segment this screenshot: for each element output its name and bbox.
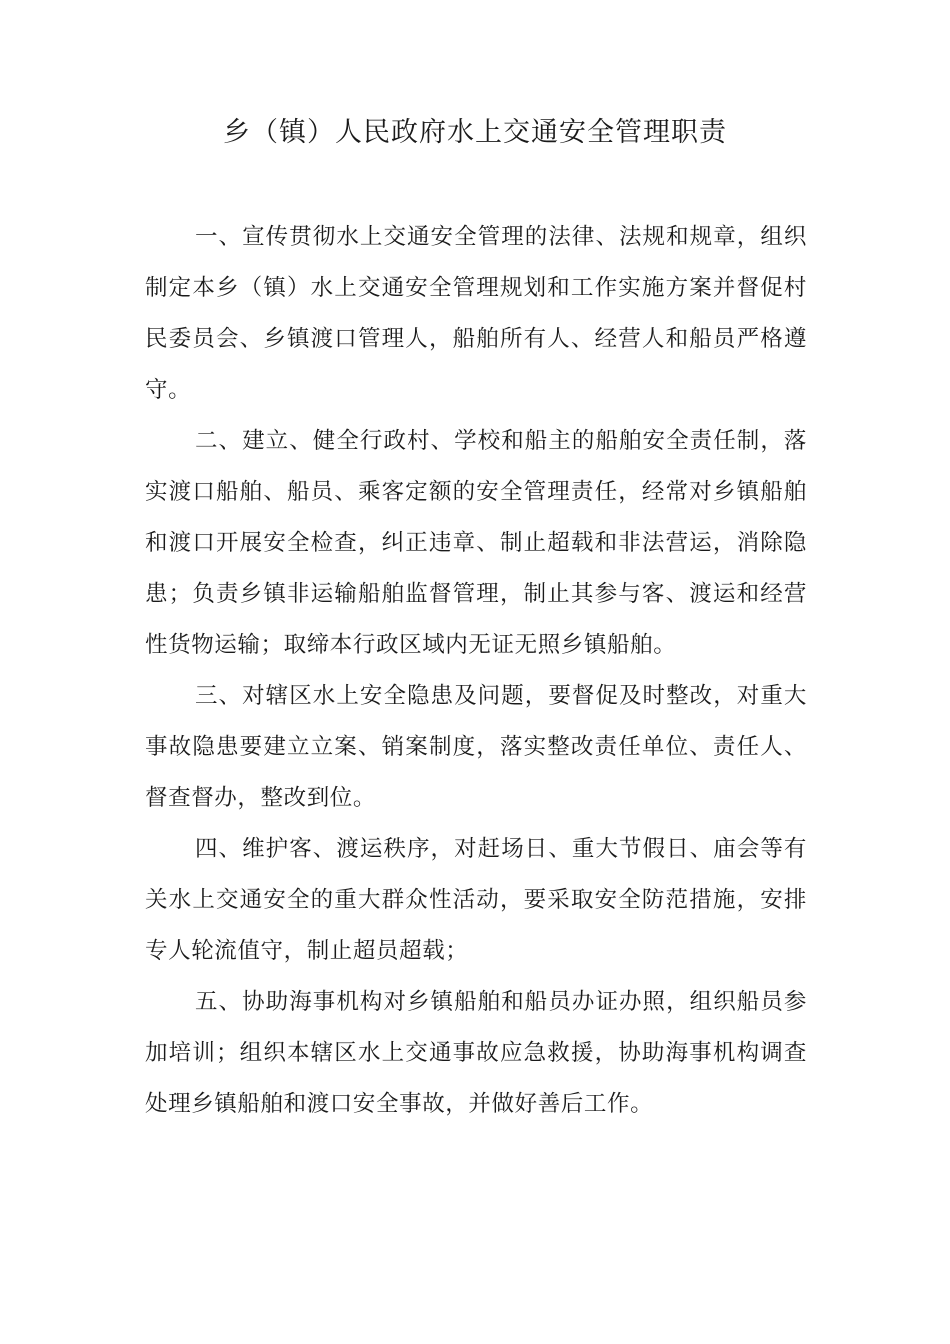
- paragraph-5: 五、协助海事机构对乡镇船舶和船员办证办照，组织船员参加培训；组织本辖区水上交通事故应急救援，协助海事机构调查处理乡镇船舶和渡口安全事故，并做好善后工作。: [145, 989, 807, 1117]
- paragraph-3: 三、对辖区水上安全隐患及问题，要督促及时整改，对重大事故隐患要建立立案、销案制度，落实整改责任单位、责任人、督查督办，整改到位。: [145, 683, 807, 811]
- paragraph-4: 四、维护客、渡运秩序，对赶场日、重大节假日、庙会等有关水上交通安全的重大群众性活动，要采取安全防范措施，安排专人轮流值守，制止超员超载；: [145, 836, 807, 964]
- paragraph-2: 二、建立、健全行政村、学校和船主的船舶安全责任制，落实渡口船舶、船员、乘客定额的安全管理责任，经常对乡镇船舶和渡口开展安全检查，纠正违章、制止超载和非法营运，消除隐患；负责乡镇非运输船舶监督管理，制止其参与客、渡运和经营性货物运输；取缔本行政区域内无证无照乡镇船舶。: [145, 428, 807, 658]
- paragraph-1: 一、宣传贯彻水上交通安全管理的法律、法规和规章，组织制定本乡（镇）水上交通安全管理规划和工作实施方案并督促村民委员会、乡镇渡口管理人，船舶所有人、经营人和船员严格遵守。: [145, 224, 807, 403]
- document-body: [145, 212, 807, 1130]
- document-title: 乡（镇）人民政府水上交通安全管理职责: [223, 117, 727, 148]
